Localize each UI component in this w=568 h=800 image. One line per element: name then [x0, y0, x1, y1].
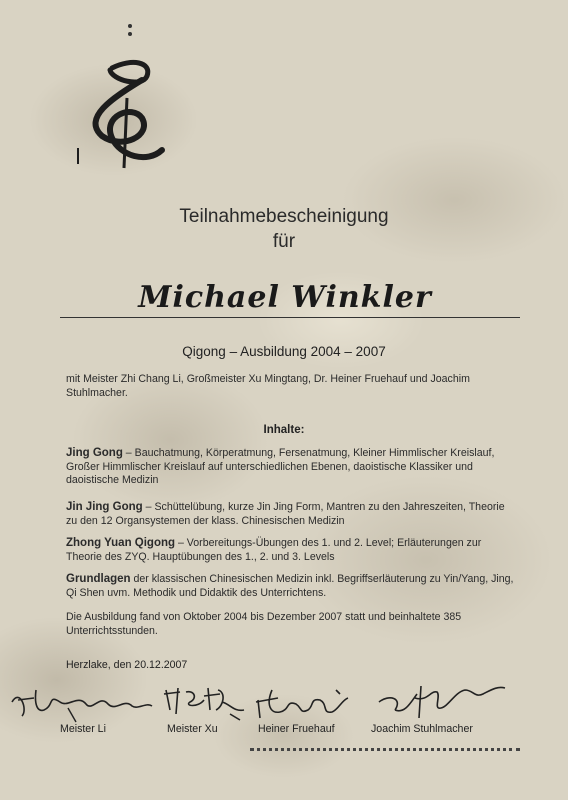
contents-heading: Inhalte: [263, 424, 305, 436]
section-jing-gong [66, 447, 516, 488]
signatory-xu: Meister Xu [167, 723, 218, 735]
signature-stuhlmacher [365, 680, 515, 725]
section-text: – Schüttelübung, kurze Jin Jing Form, Mantren zu den Jahreszeiten, Theorie zu den 12 Organsystemen der klass. Chinesischen Medizin [66, 501, 505, 527]
section-text: – Vorbereitungs-Übungen des 1. und 2. Level; Erläuterungen zur Theorie des ZYQ. Hauptübungen des 1., 2. und 3. Levels [66, 537, 482, 563]
signatory-fruehauf: Heiner Fruehauf [258, 723, 335, 735]
section-title: Jing Gong [66, 447, 123, 459]
section-jin-jing-gong [66, 501, 516, 528]
intro-text: mit Meister Zhi Chang Li, Großmeister Xu Mingtang, Dr. Heiner Fruehauf und Joachim Stuhlmacher. [66, 373, 470, 399]
section-title: Zhong Yuan Qigong [66, 537, 176, 549]
dotted-line [250, 748, 520, 751]
section-grundlagen [66, 573, 516, 600]
signatory-li: Meister Li [60, 723, 106, 735]
name-underline [60, 317, 520, 318]
certificate-title: Teilnahmebescheinigung [179, 206, 389, 227]
section-title: Grundlagen [66, 573, 131, 585]
calligraphy-logo [72, 18, 172, 178]
signature-fruehauf [250, 680, 360, 725]
course-title: Qigong – Ausbildung 2004 – 2007 [182, 344, 386, 359]
section-text: der klassischen Chinesischen Medizin inkl. Begriffserläuterung zu Yin/Yang, Jing, Qi Shen uvm. Methodik und Didaktik des Unterrichtens. [66, 573, 514, 599]
participant-name: Michael Winkler [138, 280, 432, 315]
signature-li [8, 680, 158, 725]
section-title: Jin Jing Gong [66, 501, 143, 513]
signatory-stuhlmacher: Joachim Stuhlmacher [371, 723, 473, 735]
place-date: Herzlake, den 20.12.2007 [66, 659, 188, 671]
signature-xu [160, 680, 250, 725]
section-text: – Bauchatmung, Körperatmung, Fersenatmung, Kleiner Himmlischer Kreislauf, Großer Himmlischer Kreislauf auf unterschiedlichen Ebenen, daoistische Klassiker und daoistische Medizin [66, 447, 495, 486]
certificate-for: für [272, 231, 296, 252]
section-zhong-yuan-qigong [66, 537, 516, 564]
outro-text: Die Ausbildung fand von Oktober 2004 bis Dezember 2007 statt und beinhaltete 385 Unterrichtsstunden. [66, 611, 462, 637]
